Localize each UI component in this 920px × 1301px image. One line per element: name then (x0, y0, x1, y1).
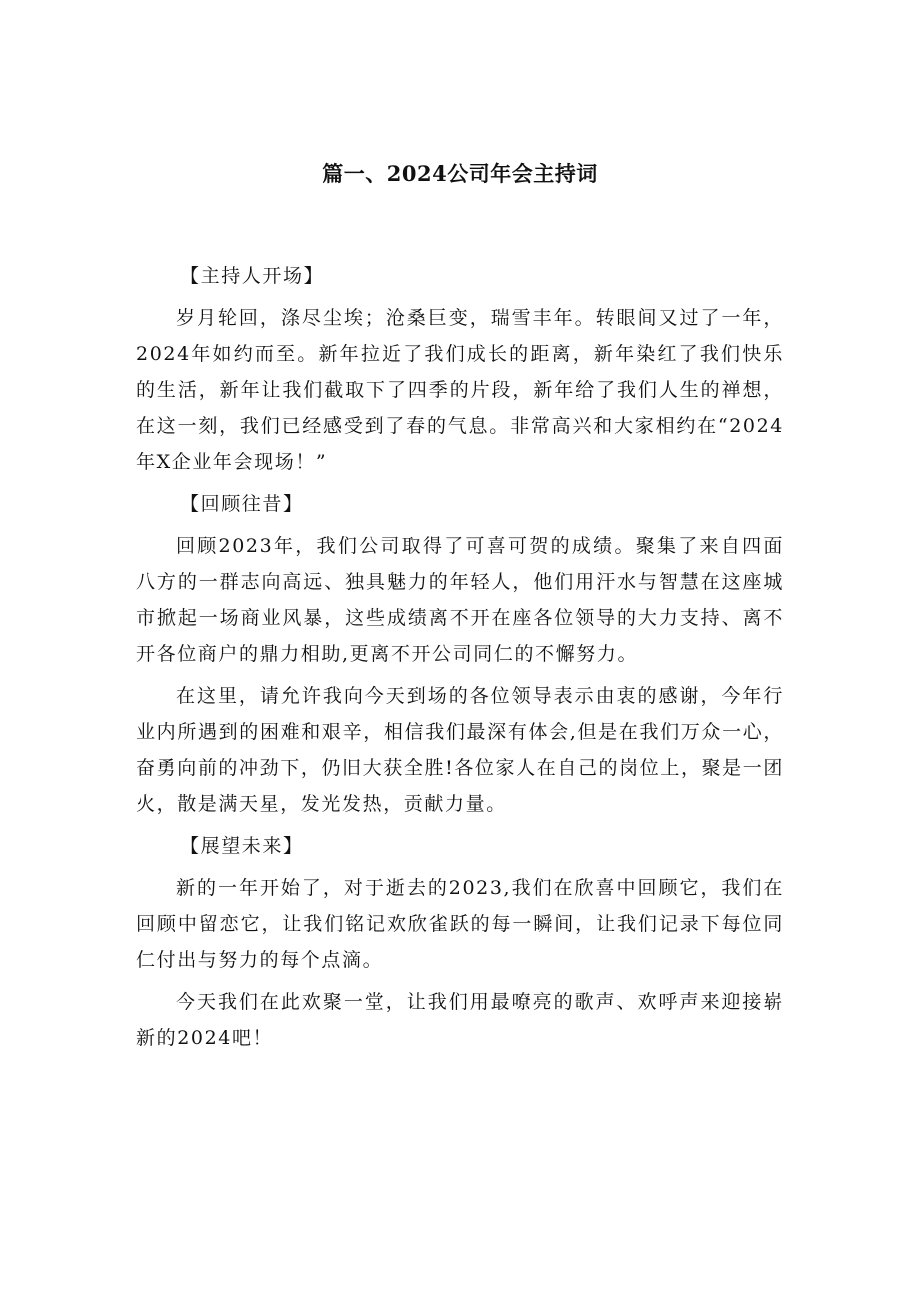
paragraph-outlook-1: 新的一年开始了，对于逝去的2023,我们在欣喜中回顾它，我们在回顾中留恋它，让我们铭记欢欣雀跃的每一瞬间，让我们记录下每位同仁付出与努力的每个点滴。 (136, 877, 784, 971)
paragraph-outlook-2: 今天我们在此欢聚一堂，让我们用最嘹亮的歌声、欢呼声来迎接崭新的2024吧！ (136, 991, 784, 1049)
document-body (136, 258, 784, 1062)
document-title: 篇一、2024公司年会主持词 (322, 161, 598, 186)
section-heading-opening: 【主持人开场】 (180, 265, 325, 287)
section-heading-review: 【回顾往昔】 (180, 493, 304, 515)
section-heading-outlook: 【展望未来】 (180, 835, 304, 857)
paragraph-review-2: 在这里，请允许我向今天到场的各位领导表示由衷的感谢，今年行业内所遇到的困难和艰辛，相信我们最深有体会,但是在我们万众一心，奋勇向前的冲劲下，仍旧大获全胜!各位家人在自己的岗位上，聚是一团火，散是满天星，发光发热，贡献力量。 (136, 685, 784, 815)
paragraph-opening: 岁月轮回，涤尽尘埃；沧桑巨变，瑞雪丰年。转眼间又过了一年，2024年如约而至。新年拉近了我们成长的距离，新年染红了我们快乐的生活，新年让我们截取下了四季的片段，新年给了我们人生的禅想，在这一刻，我们已经感受到了春的气息。非常高兴和大家相约在“2024年X企业年会现场！” (136, 307, 784, 473)
paragraph-review-1: 回顾2023年，我们公司取得了可喜可贺的成绩。聚集了来自四面八方的一群志向高远、独具魅力的年轻人，他们用汗水与智慧在这座城市掀起一场商业风暴，这些成绩离不开在座各位领导的大力支持、离不开各位商户的鼎力相助,更离不开公司同仁的不懈努力。 (136, 535, 784, 665)
